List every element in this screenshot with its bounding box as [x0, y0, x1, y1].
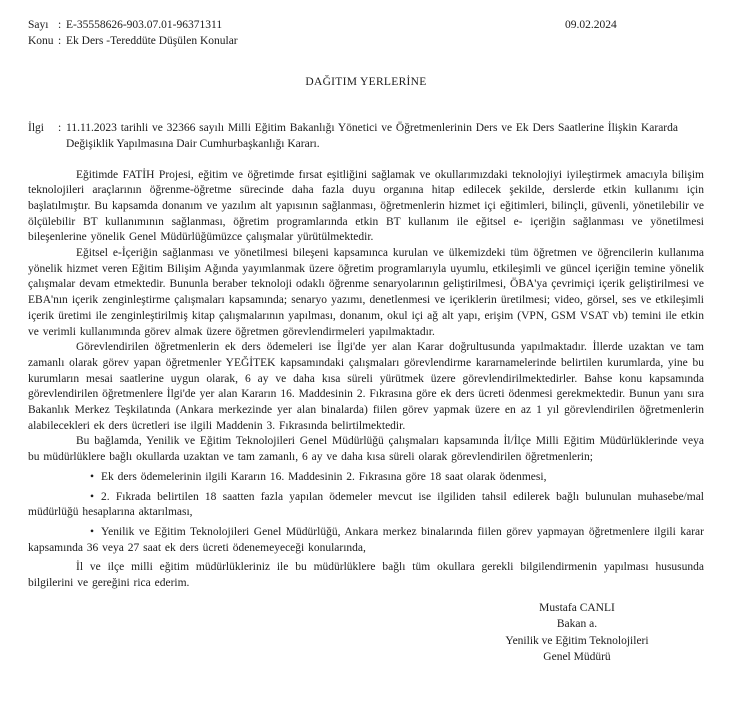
- subject-separator: :: [58, 34, 62, 47]
- reference-text: 11.11.2023 tarihli ve 32366 sayılı Milli Eğitim Bakanlığı Yönetici ve Öğretmenlerinin Ders ve Ek Ders Saatlerine İlişkin Kararda Değişiklik Yapılmasına Dair Cumhurbaşkanlığı Kararı.: [66, 122, 678, 150]
- bullet-item-2: [28, 490, 704, 521]
- document-number-row: [28, 18, 704, 34]
- recipient-line: DAĞITIM YERLERİNE: [305, 76, 427, 89]
- signature-block: [452, 600, 702, 666]
- letter-date: 09.02.2024: [565, 19, 617, 31]
- number-separator: :: [58, 19, 62, 31]
- paragraph-context: Bu bağlamda, Yenilik ve Eğitim Teknolojileri Genel Müdürlüğü çalışmaları kapsamında İl/İlçe Milli Eğitim Müdürlüklerinde veya bu müdürlüklere bağlı okullarda uzaktan ve tam zamanlı, 6 ay ve daha kısa süreli olarak görevlendirilen öğretmenlerin;: [28, 435, 704, 464]
- signer-on-behalf: Bakan a.: [556, 618, 598, 631]
- signer-department: Yenilik ve Eğitim Teknolojileri: [505, 634, 649, 647]
- signer-name: Mustafa CANLI: [539, 601, 615, 614]
- letter-body: [28, 168, 704, 592]
- bullet-icon: •: [90, 525, 95, 538]
- reference-block: [28, 121, 704, 152]
- bullet-text-3: Yenilik ve Eğitim Teknolojileri Genel Müdürlüğü, Ankara merkez binalarında fiilen görev yapmayan öğretmenlere ilgili karar kapsamında 36 veya 27 saat ek ders ücreti ödenemeyeceği konularında,: [28, 525, 704, 554]
- paragraph-econtent: Eğitsel e-İçeriğin sağlanması ve yönetilmesi bileşeni kapsamınca kurulan ve ülkemizdeki tüm öğretmen ve öğrencilerin kullanıma yönelik hizmet veren Eğitim Bilişim Ağında yayımlanmak üzere öğretim programlarıyla uyumlu, etkileşimli ve güncel içeriğin temine yönelik çalışmalar devam etmektedir. Bununla beraber teknoloji odaklı öğrenme senaryolarının geliştirilmesi, ÖBA'ya çevrimiçi içerik geliştirilmesi ve EBA'nın içerik zenginleştirme çalışmaları kapsamında; senaryo yazımı, denetlenmesi ve içeriklerin üretilmesi; video, görsel, ses ve etkileşimli içerik üretimi ile zenginleştirilmiş kitap çalışmalarının yapılması, donanım, okul içi ağ alt yapı, erişim (VPN, GSM VSAT vb) temini ile etkin ve verimli kullanımında görev almak üzere öğretmen görevlendirmeleri yapılmaktadır.: [28, 247, 704, 338]
- signer-title: Genel Müdürü: [543, 651, 611, 664]
- bullet-icon: •: [90, 470, 95, 483]
- paragraph-fatih-project: Eğitimde FATİH Projesi, eğitim ve öğretimde fırsat eşitliğini sağlamak ve okullarımızdaki teknolojiyi iyileştirmek amacıyla bilişim teknolojileri araçlarının öğrenme-öğretme sürecinde daha fazla duyu organına hitap edilecek şekilde, derslerde etkin kullanımı için başlatılmıştır. Bu kapsamda donanım ve yazılım alt yapısının sağlanması, öğretmenlerin hizmet içi eğitimleri, bilinçli, güvenli, yönetilebilir ve ölçülebilir BT kullanımının sağlanması, öğretim programlarında etkin BT kullanım ile eğitsel e- içeriğin sağlanması ve yönetilmesi bileşenlerine yönelik Genel Müdürlüğümüzce çalışmalar yürütülmektedir.: [28, 168, 704, 244]
- bullet-item-1: [28, 470, 704, 486]
- bullet-item-3: [28, 525, 704, 556]
- subject-value: Ek Ders -Tereddüte Düşülen Konular: [66, 34, 238, 47]
- number-label: Sayı: [28, 19, 49, 31]
- letter-header: [28, 18, 704, 49]
- closing-paragraph: İl ve ilçe milli eğitim müdürlükleriniz ile bu müdürlüklere bağlı tüm okullara gerekli bilgilendirmenin yapılması hususunda bilgilerini ve gereğini rica ederim.: [28, 561, 704, 590]
- reference-separator: :: [58, 122, 62, 135]
- reference-label: İlgi: [28, 122, 44, 135]
- subject-label: Konu: [28, 34, 54, 47]
- bullet-text-2: 2. Fıkrada belirtilen 18 saatten fazla yapılan ödemeler mevcut ise ilgiliden tahsil edilerek bağlı bulunulan muhasebe/mal müdürlüğü hesaplarına aktarılması,: [28, 490, 704, 519]
- paragraph-ekders-payments: Görevlendirilen öğretmenlerin ek ders ödemeleri ise İlgi'de yer alan Karar doğrultusunda yapılmaktadır. İllerde uzaktan ve tam zamanlı olarak görev yapan öğretmenler YEĞİTEK kapsamındaki çalışmaları görevlendirme kararnamelerinde belirtilen kurumlarda, yine bu kurumların mesai saatlerine uygun olarak, 6 ay ve daha kısa süreli yürütmek üzere görevlendirilmektedirler. Bahse konu kapsamında görevlendirilen öğretmenlere İlgi'de yer alan Kararın 16. Maddesinin 2. Fıkrasına göre ek ders ücreti ödenmesi gerekmektedir. Bunun yanı sıra Bakanlık Merkez Teşkilatında (Ankara merkezinde yer alan binalarda) fiilen görev yapmak üzere en az 1 yıl görevlendirilen öğretmenlerin alabilecekleri ek ders ücretleri ise ilgili Maddenin 3. Fıkrasında belirtilmektedir.: [28, 341, 704, 432]
- subject-row: [28, 34, 704, 50]
- bullet-icon: •: [90, 490, 95, 503]
- number-value: E-35558626-903.07.01-96371311: [66, 19, 223, 31]
- bullet-text-1: Ek ders ödemelerinin ilgili Kararın 16. Maddesinin 2. Fıkrasına göre 18 saat olarak ödenmesi,: [101, 470, 547, 483]
